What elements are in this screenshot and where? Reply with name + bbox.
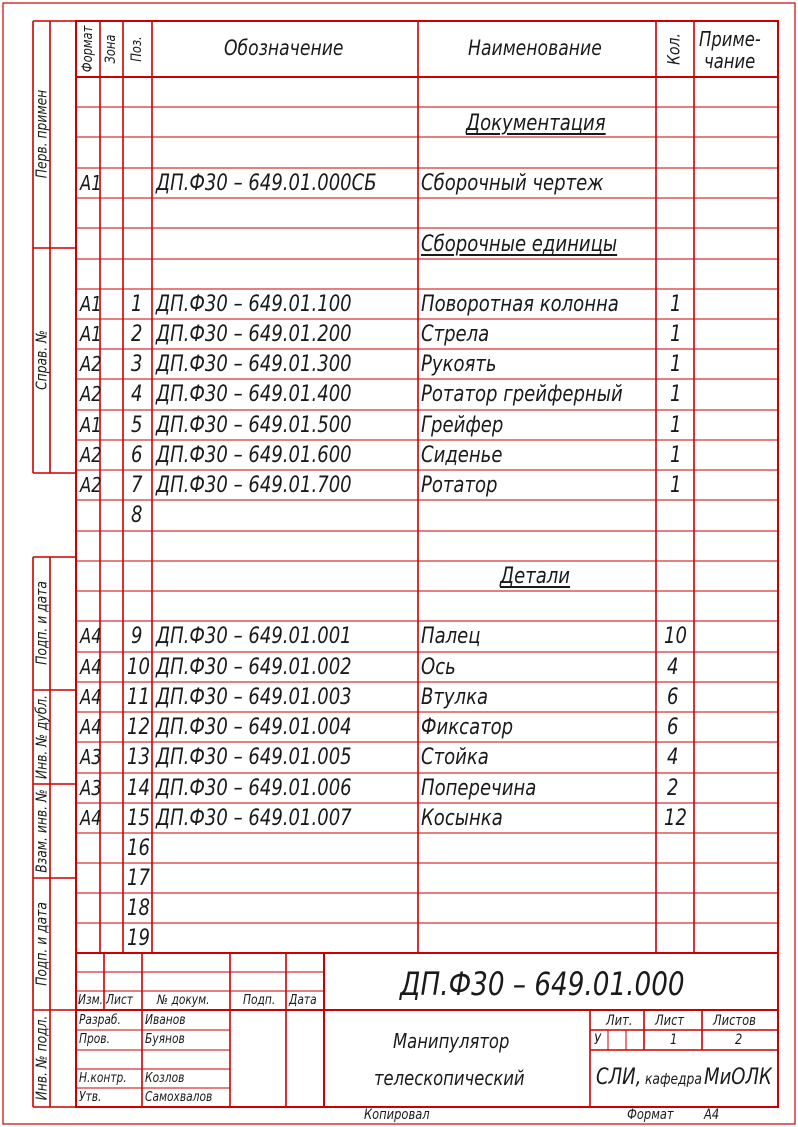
header-format: Формат: [80, 25, 96, 73]
row-designation: ДП.Ф30 – 649.01.005: [156, 745, 352, 770]
row-designation: ДП.Ф30 – 649.01.300: [156, 352, 352, 377]
side-label-podp-data-1: Подп. и дата: [32, 581, 51, 665]
lit-label: Лит.: [606, 1013, 633, 1029]
side-label-sprav-no: Справ. №: [32, 330, 51, 390]
empty-pos-17: 17: [127, 866, 150, 891]
row-designation: ДП.Ф30 – 649.01.004: [156, 715, 352, 740]
row-qty: 1: [670, 352, 682, 377]
side-label-inv-podl: Инв. № подл.: [32, 1015, 51, 1101]
side-label-podp-data-2: Подп. и дата: [32, 902, 51, 986]
nkontr-name: Козлов: [145, 1071, 185, 1086]
org-main: СЛИ,: [596, 1065, 642, 1090]
header-designation: Обозначение: [224, 36, 344, 60]
sheet-label: Лист: [655, 1013, 685, 1029]
section-assembly-units: Сборочные единицы: [421, 232, 618, 257]
row-format: А2: [80, 443, 102, 467]
row-pos: 12: [127, 715, 150, 740]
empty-pos-8: 8: [131, 503, 143, 528]
row-format: А1: [80, 322, 102, 346]
empty-pos-16: 16: [127, 836, 150, 861]
row-pos: 6: [131, 443, 143, 468]
row-pos: 7: [131, 473, 143, 498]
row-pos: 15: [127, 806, 150, 831]
side-label-inv-dubl: Инв. № дубл.: [32, 694, 51, 780]
org-dept: МиОЛК: [704, 1065, 772, 1090]
sheets-value: 2: [735, 1032, 743, 1048]
row-qty: 1: [670, 443, 682, 468]
row-qty: 6: [667, 685, 679, 710]
header-name: Наименование: [468, 36, 602, 60]
title-col-list: Лист: [106, 993, 134, 1008]
row-format: А4: [80, 806, 102, 830]
razrab-name: Иванов: [145, 1013, 186, 1028]
row-designation: ДП.Ф30 – 649.01.700: [156, 473, 352, 498]
row-name: Стрела: [421, 322, 490, 347]
org-dept-label: кафедра: [645, 1070, 702, 1088]
section-details: Детали: [500, 564, 571, 589]
empty-pos-18: 18: [127, 896, 150, 921]
row-pos: 9: [131, 624, 143, 649]
row-qty: 1: [670, 473, 682, 498]
row-name: Ротатор грейферный: [421, 382, 623, 407]
side-label-perv-primen: Перв. примен: [32, 89, 51, 179]
title-line2: телескопический: [374, 1066, 525, 1090]
row-name: Поворотная колонна: [421, 292, 619, 317]
prov-name: Буянов: [145, 1032, 185, 1047]
row-name: Ось: [421, 655, 456, 680]
utv-label: Утв.: [79, 1090, 102, 1105]
assembly-drawing-name: Сборочный чертеж: [421, 171, 604, 196]
row-designation: ДП.Ф30 – 649.01.600: [156, 443, 352, 468]
row-pos: 10: [127, 655, 150, 680]
row-name: Палец: [421, 624, 481, 649]
empty-pos-19: 19: [127, 926, 150, 951]
row-name: Грейфер: [421, 413, 504, 438]
razrab-label: Разраб.: [79, 1013, 121, 1028]
title-doc-number: ДП.Ф30 – 649.01.000: [400, 965, 685, 1003]
row-qty: 10: [664, 624, 687, 649]
row-format: А4: [80, 624, 102, 648]
row-pos: 5: [131, 413, 143, 438]
title-col-doc: № докум.: [157, 993, 210, 1008]
row-pos: 1: [131, 292, 143, 317]
row-format: А4: [80, 715, 102, 739]
row-qty: 4: [667, 655, 679, 680]
row-format: А2: [80, 382, 102, 406]
row-format: А4: [80, 655, 102, 679]
row-format: А3: [80, 776, 102, 800]
side-label-vzam-inv: Взам. инв. №: [32, 789, 51, 873]
header-qty: Кол.: [664, 33, 685, 65]
row-name: Поперечина: [421, 776, 537, 801]
row-designation: ДП.Ф30 – 649.01.400: [156, 382, 352, 407]
row-qty: 1: [670, 413, 682, 438]
row-pos: 11: [127, 685, 150, 710]
row-qty: 12: [664, 806, 687, 831]
row-designation: ДП.Ф30 – 649.01.100: [156, 292, 352, 317]
row-pos: 14: [127, 776, 150, 801]
title-col-izm: Изм.: [78, 993, 104, 1008]
row-designation: ДП.Ф30 – 649.01.003: [156, 685, 352, 710]
row-name: Втулка: [421, 685, 489, 710]
row-qty: 4: [667, 745, 679, 770]
header-note-line1: Приме-: [699, 27, 761, 51]
row-pos: 2: [131, 322, 143, 347]
row-name: Сиденье: [421, 443, 503, 468]
title-line1: Манипулятор: [393, 1029, 510, 1053]
row-name: Ротатор: [421, 473, 498, 498]
section-documentation: Документация: [466, 111, 606, 136]
title-col-podp: Подп.: [243, 993, 276, 1008]
row-format: А2: [80, 473, 102, 497]
row-format: А1: [80, 413, 102, 437]
row-pos: 13: [127, 745, 150, 770]
row-format: А1: [80, 292, 102, 316]
row-designation: ДП.Ф30 – 649.01.006: [156, 776, 352, 801]
row-name: Рукоять: [421, 352, 497, 377]
row-name: Косынка: [421, 806, 503, 831]
footer-format-value: А4: [704, 1107, 720, 1123]
row-designation: ДП.Ф30 – 649.01.200: [156, 322, 352, 347]
header-note-line2: чание: [704, 49, 756, 73]
lit-value: У: [594, 1032, 601, 1048]
footer-copied: Копировал: [364, 1107, 430, 1123]
footer-format-label: Формат: [627, 1107, 674, 1123]
row-designation: ДП.Ф30 – 649.01.002: [156, 655, 352, 680]
assembly-drawing-format: А1: [80, 171, 102, 195]
assembly-drawing-designation: ДП.Ф30 – 649.01.000СБ: [156, 171, 377, 196]
row-qty: 1: [670, 322, 682, 347]
row-pos: 3: [131, 352, 143, 377]
prov-label: Пров.: [79, 1032, 110, 1047]
row-designation: ДП.Ф30 – 649.01.500: [156, 413, 352, 438]
row-designation: ДП.Ф30 – 649.01.001: [156, 624, 352, 649]
row-name: Фиксатор: [421, 715, 514, 740]
row-format: А2: [80, 352, 102, 376]
title-col-data: Дата: [289, 993, 317, 1008]
row-designation: ДП.Ф30 – 649.01.007: [156, 806, 352, 831]
row-qty: 1: [670, 382, 682, 407]
row-qty: 2: [667, 776, 679, 801]
header-zone: Зона: [103, 34, 119, 64]
row-pos: 4: [131, 382, 143, 407]
row-qty: 6: [667, 715, 679, 740]
sheet-value: 1: [670, 1032, 678, 1048]
row-qty: 1: [670, 292, 682, 317]
sheets-label: Листов: [713, 1013, 756, 1029]
row-name: Стойка: [421, 745, 489, 770]
row-format: А3: [80, 745, 102, 769]
utv-name: Самохвалов: [145, 1090, 213, 1105]
row-format: А4: [80, 685, 102, 709]
header-pos: Поз.: [129, 36, 145, 62]
nkontr-label: Н.контр.: [79, 1071, 127, 1086]
